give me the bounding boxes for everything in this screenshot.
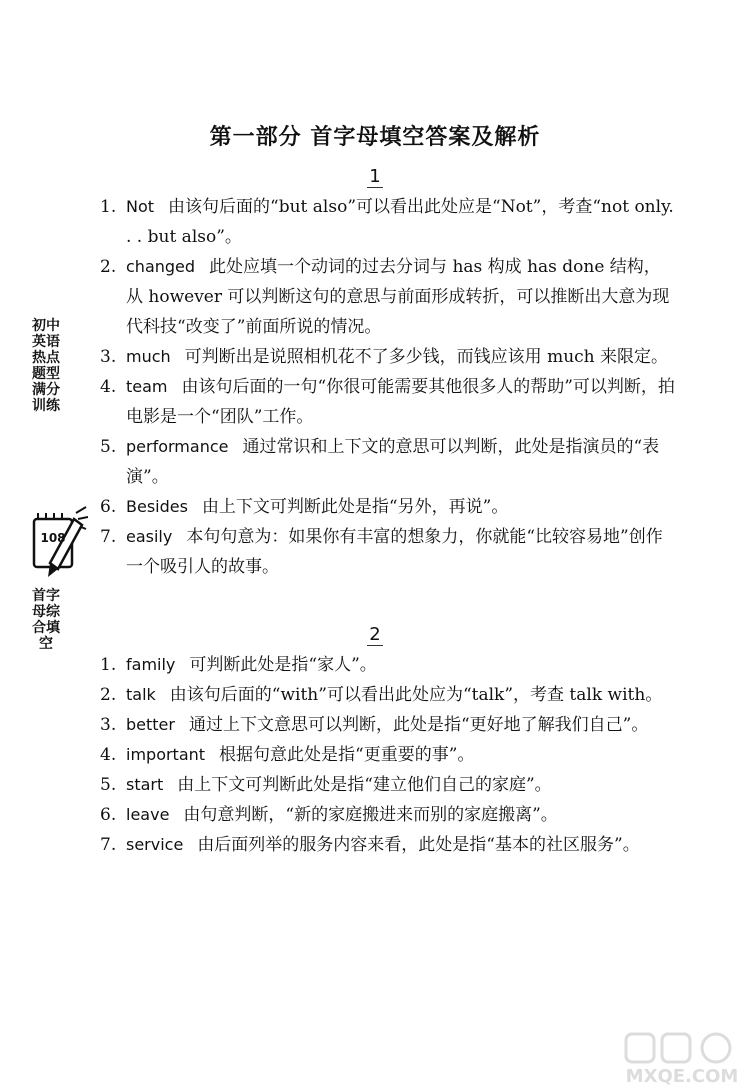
- answer-item: [100, 830, 675, 860]
- answer-item: [100, 650, 675, 680]
- answer-word: important: [126, 745, 206, 764]
- answer-explanation: 由后面列举的服务内容来看，此处是指“基本的社区服务”。: [197, 835, 640, 855]
- item-number: 7.: [100, 527, 117, 547]
- answer-item: [100, 800, 675, 830]
- answer-word: service: [126, 835, 184, 854]
- answer-explanation: 通过上下文意思可以判断，此处是指“更好地了解我们自己”。: [188, 715, 649, 735]
- notebook-pencil-icon: [30, 505, 88, 585]
- answer-item: [100, 680, 675, 710]
- watermark-logo-icon: [622, 1030, 742, 1066]
- answer-item: [100, 252, 675, 342]
- answer-explanation: 由该句后面的一句“你很可能需要其他很多人的帮助”可以判断，拍电影是一个“团队”工作。: [126, 377, 675, 427]
- answer-explanation: 由句意判断，“新的家庭搬进来而别的家庭搬离”。: [183, 805, 558, 825]
- answer-explanation: 由该句后面的“but also”可以看出此处应是“Not”，考查“not only. . . but also”。: [126, 197, 674, 247]
- answer-explanation: 根据句意此处是指“更重要的事”。: [219, 745, 475, 765]
- answer-item: [100, 372, 675, 432]
- section-marker-1: 1: [369, 166, 381, 187]
- answer-explanation: 本句句意为：如果你有丰富的想象力，你就能“比较容易地”创作一个吸引人的故事。: [126, 527, 663, 577]
- answer-explanation: 可判断此处是指“家人”。: [189, 655, 377, 675]
- answer-item: [100, 192, 675, 252]
- answer-word: much: [126, 347, 171, 366]
- item-number: 2.: [100, 257, 117, 277]
- answer-item: [100, 342, 675, 372]
- series-title-text: 初中英语热点题型满分训练: [32, 318, 60, 414]
- item-number: 3.: [100, 347, 117, 367]
- series-title-vertical: [28, 318, 64, 414]
- watermark-text: MXQE.COM: [625, 1066, 739, 1087]
- answer-explanation: 由该句后面的“with”可以看出此处应为“talk”，考查 talk with。: [169, 685, 663, 705]
- item-number: 3.: [100, 715, 117, 735]
- answer-explanation: 由上下文可判断此处是指“另外，再说”。: [201, 497, 509, 517]
- answer-list-2: [100, 650, 675, 860]
- item-number: 4.: [100, 745, 117, 765]
- page-number: 108: [40, 531, 66, 545]
- page-title: 第一部分 首字母填空答案及解析: [209, 125, 541, 150]
- answer-explanation: 此处应填一个动词的过去分词与 has 构成 has done 结构，从 however 可以判断这句的意思与前面形成转折，可以推断出大意为现代科技“改变了”前面所说的情况。: [126, 257, 670, 337]
- answer-item: [100, 432, 675, 492]
- item-number: 1.: [100, 655, 117, 675]
- answer-word: better: [126, 715, 175, 734]
- answer-word: start: [126, 775, 164, 794]
- answer-word: talk: [126, 685, 156, 704]
- answer-item: [100, 710, 675, 740]
- item-number: 5.: [100, 437, 117, 457]
- item-number: 6.: [100, 805, 117, 825]
- item-number: 6.: [100, 497, 117, 517]
- answer-explanation: 通过常识和上下文的意思可以判断，此处是指演员的“表演”。: [126, 437, 660, 487]
- item-number: 7.: [100, 835, 117, 855]
- answer-word: team: [126, 377, 168, 396]
- item-number: 5.: [100, 775, 117, 795]
- page-badge: [30, 505, 88, 585]
- answer-item: [100, 770, 675, 800]
- answer-item: [100, 522, 675, 582]
- answer-item: [100, 492, 675, 522]
- section-marker-2: 2: [369, 624, 381, 645]
- answer-explanation: 可判断出是说照相机花不了多少钱，而钱应该用 much 来限定。: [184, 347, 669, 367]
- answer-word: Besides: [126, 497, 188, 516]
- answer-list-1: [100, 192, 675, 582]
- answer-word: leave: [126, 805, 170, 824]
- answer-explanation: 由上下文可判断此处是指“建立他们自己的家庭”。: [177, 775, 552, 795]
- answer-item: [100, 740, 675, 770]
- item-number: 4.: [100, 377, 117, 397]
- watermark: [622, 1030, 742, 1088]
- item-number: 2.: [100, 685, 117, 705]
- answer-word: changed: [126, 257, 196, 276]
- item-number: 1.: [100, 197, 117, 217]
- section-type-text: 首字母综合填空: [32, 588, 60, 652]
- answer-word: easily: [126, 527, 173, 546]
- answer-word: Not: [126, 197, 155, 216]
- answer-word: performance: [126, 437, 229, 456]
- answer-word: family: [126, 655, 176, 674]
